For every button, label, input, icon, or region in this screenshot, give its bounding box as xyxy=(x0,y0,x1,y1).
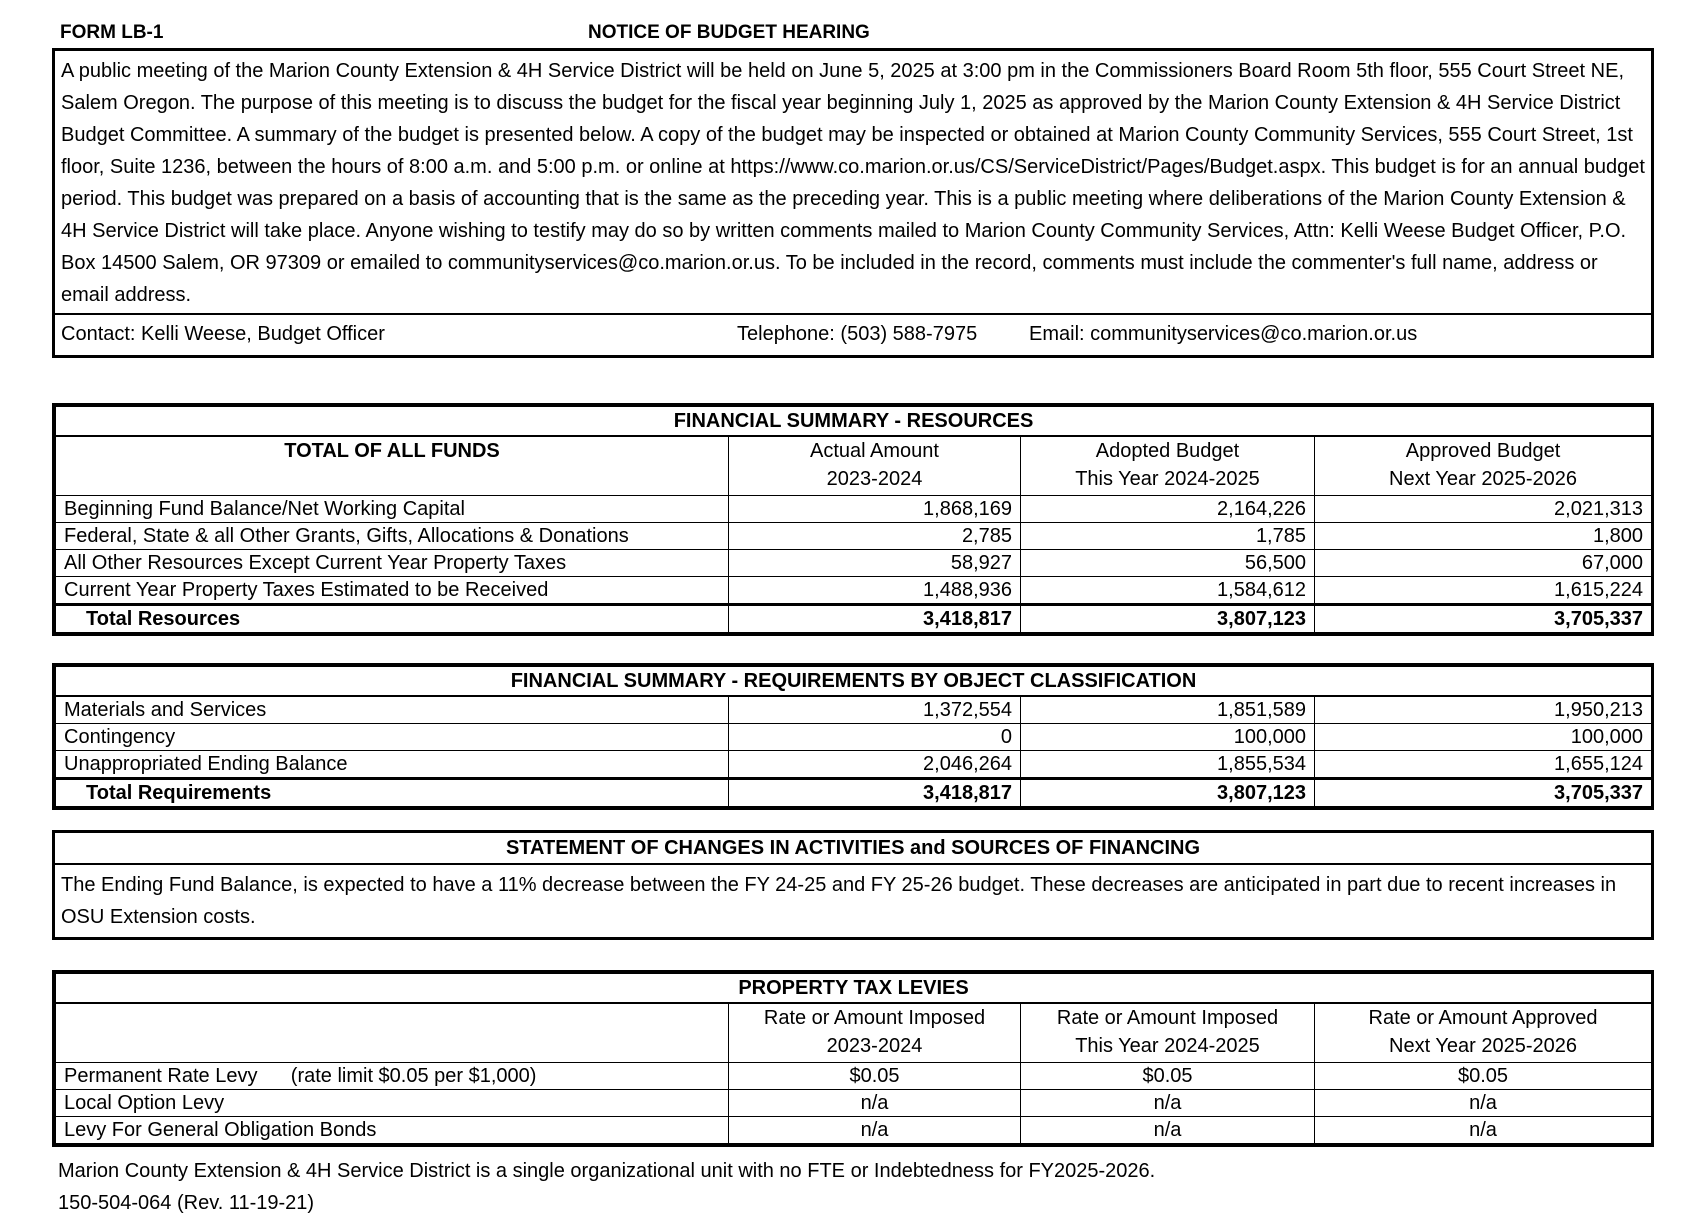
cell-value: 1,800 xyxy=(1315,523,1652,550)
requirements-title: FINANCIAL SUMMARY - REQUIREMENTS BY OBJECT CLASSIFICATION xyxy=(56,667,1652,697)
contact-email: Email: communityservices@co.marion.or.us xyxy=(1029,323,1418,345)
statement-text: The Ending Fund Balance, is expected to have a 11% decrease between the FY 24-25 and FY 25-26 budget. These decreases are anticipated in part due to recent increases in OSU Extension costs. xyxy=(61,874,1617,928)
row-label: Levy For General Obligation Bonds xyxy=(56,1117,729,1144)
cell-value: $0.05 xyxy=(729,1063,1021,1090)
notice-body: A public meeting of the Marion County Extension & 4H Service District will be held on June 5, 2025 at 3:00 pm in the Commissioners Board Room 5th floor, 555 Court Street NE, Salem Oregon. The purpose of this meeting is to discuss the budget for the fiscal year beginning July 1, 2025 as approved by the Marion County Extension & 4H Service District Budget Committee. A summary of the budget is presented below. A copy of the budget may be inspected or obtained at Marion County Community Services, 555 Court Street, 1st floor, Suite 1236, between the hours of 8:00 a.m. and 5:00 p.m. or online at https://www.co.marion.or.us/CS/ServiceDistrict/Pages/Budget.aspx. This budget is for an annual budget period. This budget was prepared on a basis of accounting that is the same as the preceding year. This is a public meeting where deliberations of the Marion County Extension & 4H Service District will take place. Anyone wishing to testify may do so by written comments mailed to Marion County Community Services, Attn: Kelli Weese Budget Officer, P.O. Box 14500 Salem, OR 97309 or emailed to communityservices@co.marion.or.us. To be included in the record, comments must include the commenter's full name, address or email address. xyxy=(61,60,1645,306)
cell-value: $0.05 xyxy=(1315,1063,1652,1090)
resources-col-adopted: Adopted Budget This Year 2024-2025 xyxy=(1021,436,1315,496)
resources-title: FINANCIAL SUMMARY - RESOURCES xyxy=(56,407,1652,437)
levies-col-2023: Rate or Amount Imposed 2023-2024 xyxy=(729,1003,1021,1063)
form-title: NOTICE OF BUDGET HEARING xyxy=(588,22,870,43)
cell-value: 2,785 xyxy=(729,523,1021,550)
cell-value: 1,851,589 xyxy=(1021,696,1315,724)
cell-value: 58,927 xyxy=(729,550,1021,577)
table-row xyxy=(56,1063,1652,1090)
cell-value: n/a xyxy=(1315,1117,1652,1144)
total-label: Total Requirements xyxy=(56,779,729,807)
cell-value: 56,500 xyxy=(1021,550,1315,577)
form-id: FORM LB-1 xyxy=(60,22,164,43)
table-row xyxy=(56,724,1652,751)
cell-value: 1,785 xyxy=(1021,523,1315,550)
row-label: Local Option Levy xyxy=(56,1090,729,1117)
table-row xyxy=(56,577,1652,605)
statement-title: STATEMENT OF CHANGES IN ACTIVITIES and SOURCES OF FINANCING xyxy=(55,833,1651,865)
total-label: Total Resources xyxy=(56,605,729,633)
row-label: All Other Resources Except Current Year Property Taxes xyxy=(56,550,729,577)
cell-value: 1,655,124 xyxy=(1315,751,1652,779)
table-row xyxy=(56,550,1652,577)
total-value: 3,705,337 xyxy=(1315,779,1652,807)
cell-value: n/a xyxy=(1021,1090,1315,1117)
row-label: Unappropriated Ending Balance xyxy=(56,751,729,779)
levies-label-header xyxy=(56,1003,729,1063)
contact-row xyxy=(55,313,1651,355)
cell-value: 1,372,554 xyxy=(729,696,1021,724)
table-row xyxy=(56,751,1652,779)
contact-name: Contact: Kelli Weese, Budget Officer xyxy=(61,323,385,345)
cell-value: n/a xyxy=(1315,1090,1652,1117)
row-label: Beginning Fund Balance/Net Working Capital xyxy=(56,496,729,523)
levies-col-2025: Rate or Amount Approved Next Year 2025-2026 xyxy=(1315,1003,1652,1063)
requirements-table xyxy=(55,666,1652,807)
notice-box xyxy=(52,48,1654,358)
resources-table xyxy=(55,406,1652,633)
row-label: Contingency xyxy=(56,724,729,751)
resources-label-header: TOTAL OF ALL FUNDS xyxy=(56,436,729,496)
cell-value: 1,584,612 xyxy=(1021,577,1315,605)
row-label: Federal, State & all Other Grants, Gifts, Allocations & Donations xyxy=(56,523,729,550)
table-row xyxy=(56,696,1652,724)
resources-col-actual: Actual Amount 2023-2024 xyxy=(729,436,1021,496)
cell-value: 1,868,169 xyxy=(729,496,1021,523)
total-row xyxy=(56,605,1652,633)
row-label: Materials and Services xyxy=(56,696,729,724)
resources-col-approved: Approved Budget Next Year 2025-2026 xyxy=(1315,436,1652,496)
table-row xyxy=(56,496,1652,523)
total-value: 3,705,337 xyxy=(1315,605,1652,633)
footer-note: Marion County Extension & 4H Service District is a single organizational unit with no FTE or Indebtedness for FY2025-2026. xyxy=(58,1160,1156,1182)
cell-value: 100,000 xyxy=(1021,724,1315,751)
cell-value: 2,046,264 xyxy=(729,751,1021,779)
cell-value: 100,000 xyxy=(1315,724,1652,751)
cell-value: 67,000 xyxy=(1315,550,1652,577)
levies-box xyxy=(52,970,1654,1147)
cell-value: 0 xyxy=(729,724,1021,751)
footer-form-number: 150-504-064 (Rev. 11-19-21) xyxy=(58,1192,315,1214)
cell-value: 2,164,226 xyxy=(1021,496,1315,523)
resources-box xyxy=(52,403,1654,636)
levies-title: PROPERTY TAX LEVIES xyxy=(56,974,1652,1004)
row-label: Current Year Property Taxes Estimated to be Received xyxy=(56,577,729,605)
cell-value: n/a xyxy=(1021,1117,1315,1144)
row-label: Permanent Rate Levy (rate limit $0.05 per $1,000) xyxy=(56,1063,729,1090)
table-row xyxy=(56,1090,1652,1117)
table-row xyxy=(56,523,1652,550)
total-value: 3,418,817 xyxy=(729,605,1021,633)
cell-value: 1,488,936 xyxy=(729,577,1021,605)
cell-value: 1,615,224 xyxy=(1315,577,1652,605)
total-row xyxy=(56,779,1652,807)
cell-value: n/a xyxy=(729,1090,1021,1117)
cell-value: 1,950,213 xyxy=(1315,696,1652,724)
contact-telephone: Telephone: (503) 588-7975 xyxy=(737,323,978,345)
cell-value: $0.05 xyxy=(1021,1063,1315,1090)
total-value: 3,418,817 xyxy=(729,779,1021,807)
statement-box xyxy=(52,830,1654,940)
table-row xyxy=(56,1117,1652,1144)
total-value: 3,807,123 xyxy=(1021,605,1315,633)
requirements-box xyxy=(52,663,1654,810)
total-value: 3,807,123 xyxy=(1021,779,1315,807)
levies-col-2024: Rate or Amount Imposed This Year 2024-2025 xyxy=(1021,1003,1315,1063)
cell-value: 1,855,534 xyxy=(1021,751,1315,779)
cell-value: n/a xyxy=(729,1117,1021,1144)
levies-table xyxy=(55,973,1652,1144)
cell-value: 2,021,313 xyxy=(1315,496,1652,523)
